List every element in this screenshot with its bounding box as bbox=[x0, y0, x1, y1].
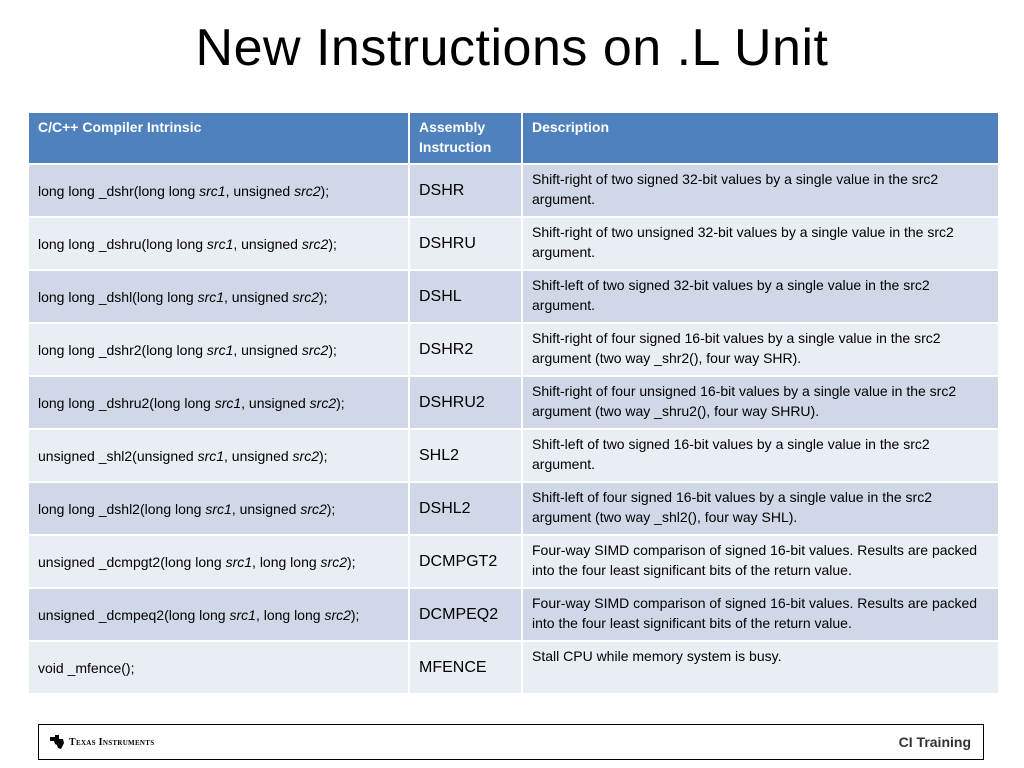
table-row bbox=[28, 482, 999, 535]
company-name: Texas Instruments bbox=[69, 736, 155, 748]
intrinsic-cell: unsigned _shl2(unsigned src1, unsigned src2); bbox=[28, 429, 409, 482]
slide-title: New Instructions on .L Unit bbox=[195, 19, 829, 77]
table-row bbox=[28, 323, 999, 376]
table-row bbox=[28, 217, 999, 270]
course-name: CI Training bbox=[898, 734, 971, 750]
header-assembly: Assembly Instruction bbox=[409, 112, 522, 164]
description-cell: Shift-left of two signed 32-bit values by a single value in the src2 argument. bbox=[522, 270, 999, 323]
table-row bbox=[28, 429, 999, 482]
description-cell: Shift-right of two signed 32-bit values by a single value in the src2 argument. bbox=[522, 164, 999, 217]
intrinsic-cell: long long _dshl(long long src1, unsigned src2); bbox=[28, 270, 409, 323]
description-cell: Four-way SIMD comparison of signed 16-bit values. Results are packed into the four least significant bits of the return value. bbox=[522, 535, 999, 588]
assembly-cell: DSHL2 bbox=[409, 482, 522, 535]
intrinsic-cell: unsigned _dcmpgt2(long long src1, long long src2); bbox=[28, 535, 409, 588]
description-cell: Shift-right of four unsigned 16-bit values by a single value in the src2 argument (two way _shru2(), four way SHRU). bbox=[522, 376, 999, 429]
description-cell: Shift-left of four signed 16-bit values by a single value in the src2 argument (two way _shl2(), four way SHL). bbox=[522, 482, 999, 535]
table-row bbox=[28, 164, 999, 217]
description-cell: Shift-right of two unsigned 32-bit values by a single value in the src2 argument. bbox=[522, 217, 999, 270]
instructions-table bbox=[27, 111, 1000, 695]
intrinsic-cell: long long _dshl2(long long src1, unsigned src2); bbox=[28, 482, 409, 535]
intrinsic-cell: long long _dshru(long long src1, unsigned src2); bbox=[28, 217, 409, 270]
assembly-cell: DSHRU bbox=[409, 217, 522, 270]
assembly-cell: DSHR2 bbox=[409, 323, 522, 376]
table-row bbox=[28, 588, 999, 641]
description-cell: Shift-right of four signed 16-bit values by a single value in the src2 argument (two way _shr2(), four way SHR). bbox=[522, 323, 999, 376]
table-row bbox=[28, 270, 999, 323]
description-cell: Shift-left of two signed 16-bit values by a single value in the src2 argument. bbox=[522, 429, 999, 482]
intrinsic-cell: void _mfence(); bbox=[28, 641, 409, 694]
intrinsic-cell: long long _dshr(long long src1, unsigned src2); bbox=[28, 164, 409, 217]
ti-logo-icon bbox=[49, 734, 65, 750]
intrinsic-cell: long long _dshru2(long long src1, unsigned src2); bbox=[28, 376, 409, 429]
assembly-cell: DSHL bbox=[409, 270, 522, 323]
description-cell: Four-way SIMD comparison of signed 16-bit values. Results are packed into the four least significant bits of the return value. bbox=[522, 588, 999, 641]
table-row bbox=[28, 641, 999, 694]
header-intrinsic: C/C++ Compiler Intrinsic bbox=[28, 112, 409, 164]
description-cell: Stall CPU while memory system is busy. bbox=[522, 641, 999, 694]
intrinsic-cell: unsigned _dcmpeq2(long long src1, long long src2); bbox=[28, 588, 409, 641]
slide-footer bbox=[38, 724, 984, 760]
assembly-cell: DSHRU2 bbox=[409, 376, 522, 429]
table-row bbox=[28, 376, 999, 429]
table-row bbox=[28, 535, 999, 588]
assembly-cell: DCMPEQ2 bbox=[409, 588, 522, 641]
assembly-cell: DSHR bbox=[409, 164, 522, 217]
ti-logo bbox=[49, 734, 154, 750]
intrinsic-cell: long long _dshr2(long long src1, unsigned src2); bbox=[28, 323, 409, 376]
header-description: Description bbox=[522, 112, 999, 164]
table-header-row bbox=[28, 112, 999, 164]
assembly-cell: DCMPGT2 bbox=[409, 535, 522, 588]
assembly-cell: MFENCE bbox=[409, 641, 522, 694]
assembly-cell: SHL2 bbox=[409, 429, 522, 482]
